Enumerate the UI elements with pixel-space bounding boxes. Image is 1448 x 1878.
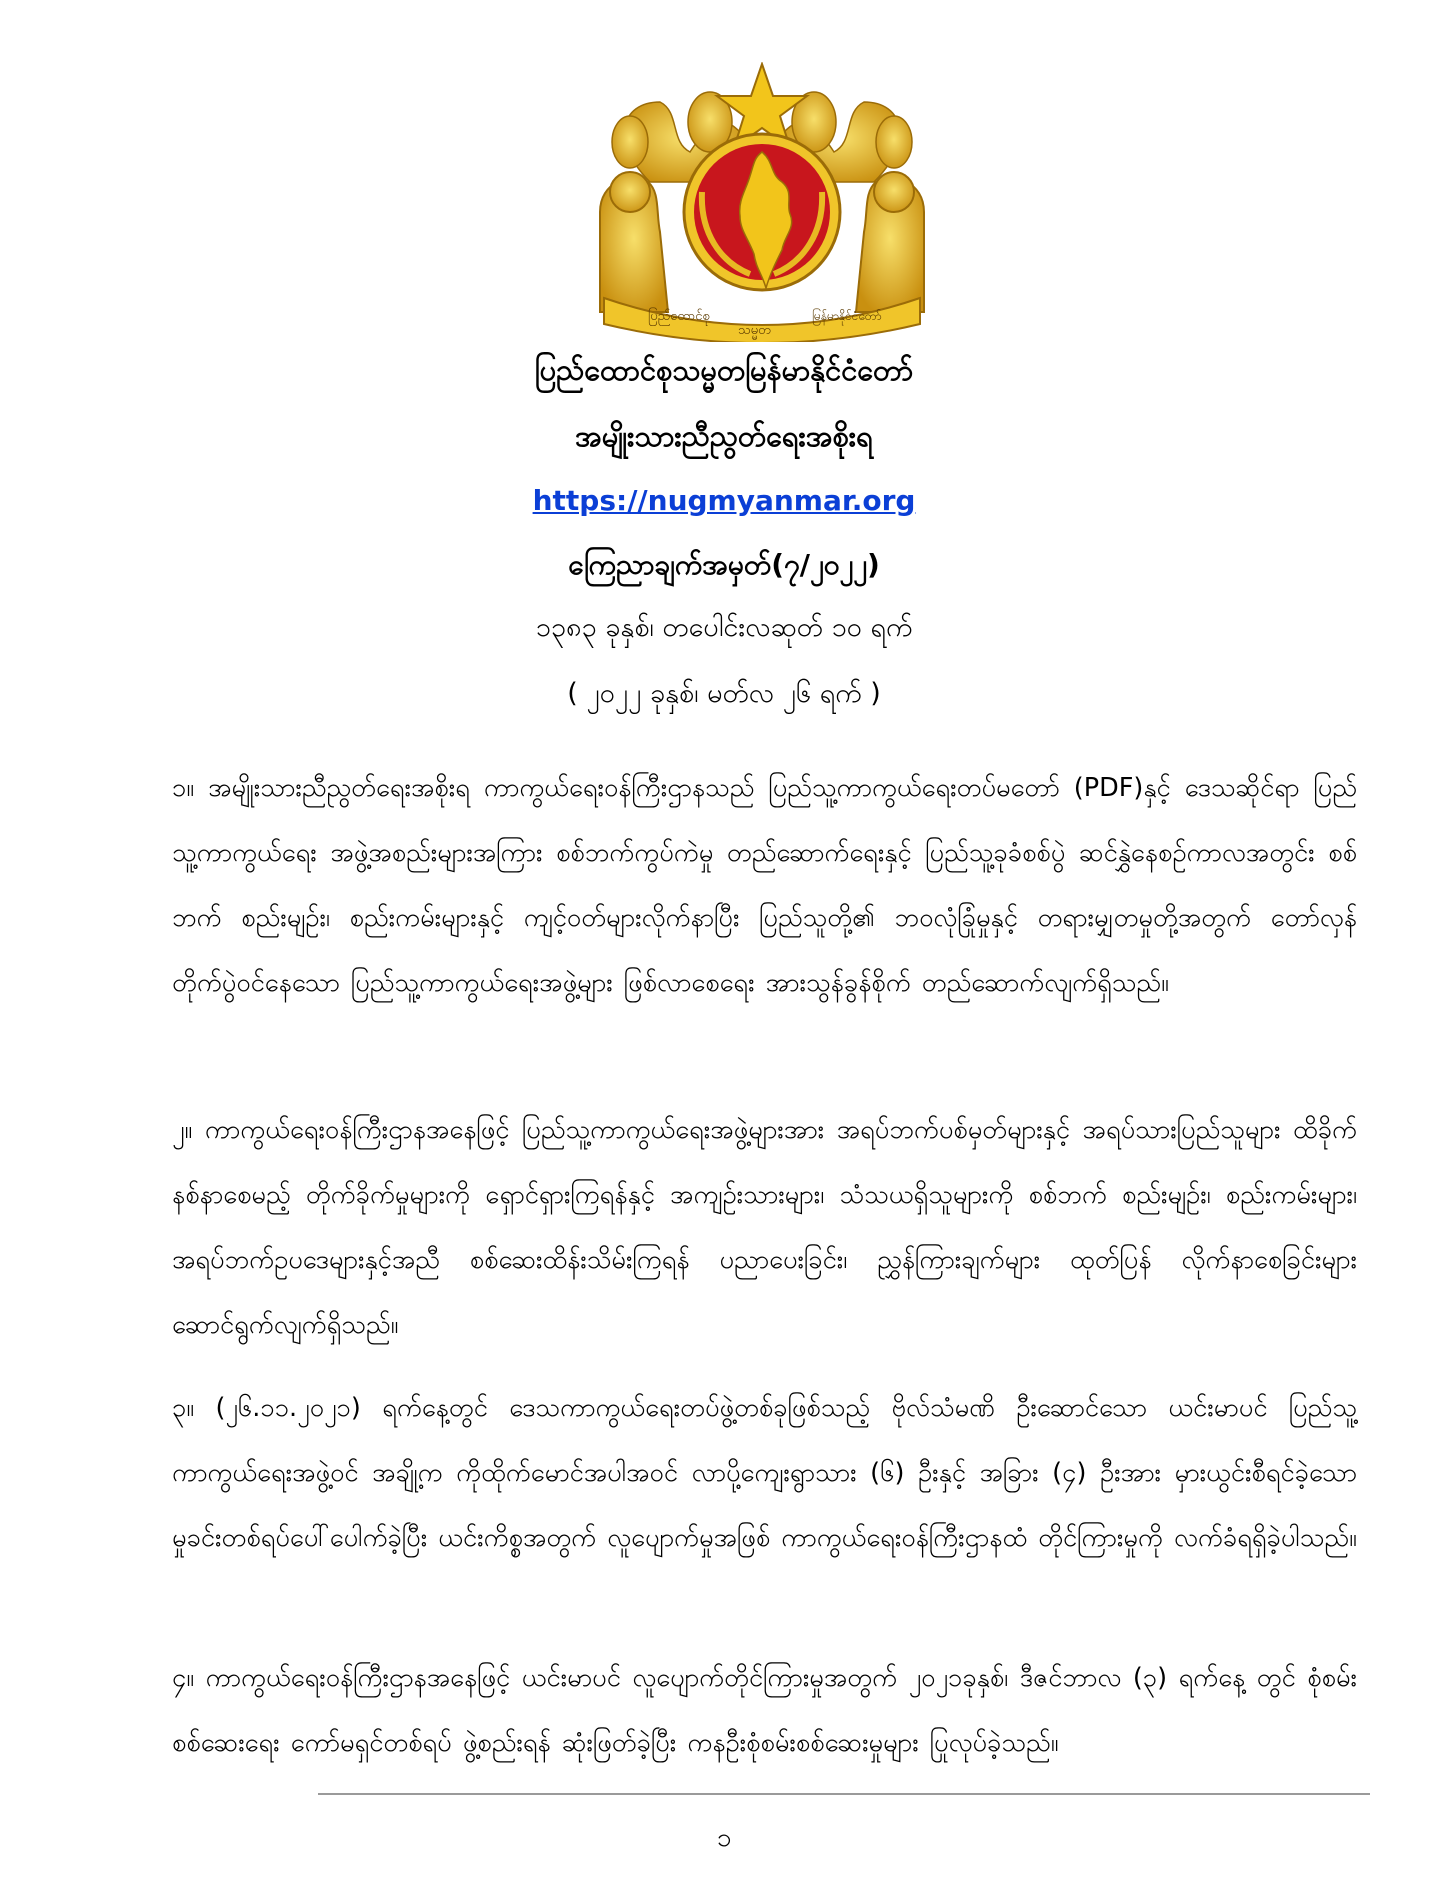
paragraph-2: ၂။ ကာကွယ်ရေးဝန်ကြီးဌာနအနေဖြင့် ပြည်သူ့ကာကွယ်ရေးအဖွဲ့များအား အရပ်ဘက်ပစ်မှတ်များနှင့် အရပ်သားပြည်သူများ ထိခိုက်နစ်နာစေမည့် တိုက်ခိုက်မှုများကို ရှောင်ရှားကြရန်နှင့် အကျဉ်းသားများ၊ သံသယရှိသူများကို စစ်ဘက် စည်းမျဉ်း၊ စည်းကမ်းများ၊ အရပ်ဘက်ဥပဒေများနှင့်အညီ စစ်ဆေးထိန်းသိမ်းကြရန် ပညာပေးခြင်း၊ ညွှန်ကြားချက်များ ထုတ်ပြန် လိုက်နာစေခြင်းများ ဆောင်ရွက်လျက်ရှိသည်။ [172,1115,1357,1340]
paragraph-4: ၄။ ကာကွယ်ရေးဝန်ကြီးဌာနအနေဖြင့် ယင်းမာပင် လူပျောက်တိုင်ကြားမှုအတွက် ၂၀၂၁ခုနှစ်၊ ဒီဇင်ဘာလ (၃) ရက်နေ့ တွင် စုံစမ်းစစ်ဆေးရေး ကော်မရှင်တစ်ရပ် ဖွဲ့စည်းရန် ဆုံးဖြတ်ခဲ့ပြီး ကနဦးစုံစမ်းစစ်ဆေးမှုများ ပြုလုပ်ခဲ့သည်။ [172,1663,1357,1758]
paragraph-1: ၁။ အမျိုးသားညီညွတ်ရေးအစိုးရ ကာကွယ်ရေးဝန်ကြီးဌာနသည် ပြည်သူ့ကာကွယ်ရေးတပ်မတော် (PDF)နှင့် ဒေသဆိုင်ရာ ပြည်သူ့ကာကွယ်ရေး အဖွဲ့အစည်းများအကြား စစ်ဘက်ကွပ်ကဲမှု တည်ဆောက်ရေးနှင့် ပြည်သူ့ခုခံစစ်ပွဲ ဆင်နွှဲနေစဉ်ကာလအတွင်း စစ်ဘက် စည်းမျဉ်း၊ စည်းကမ်းများနှင့် ကျင့်ဝတ်များလိုက်နာပြီး ပြည်သူတို့၏ ဘဝလုံခြုံမှုနှင့် တရားမျှတမှုတို့အတွက် တော်လှန် တိုက်ပွဲဝင်နေသော ပြည်သူ့ကာကွယ်ရေးအဖွဲ့များ ဖြစ်လာစေရေး အားသွန်ခွန်စိုက် တည်ဆောက်လျက်ရှိသည်။ [172,773,1357,998]
country-title: ပြည်ထောင်စုသမ္မတမြန်မာနိုင်ငံတော် [534,353,914,387]
notice-number: ကြေညာချက်အမှတ်(၇/၂၀၂၂) [568,548,880,581]
date-gregorian: ( ၂၀၂၂ ခုနှစ်၊ မတ်လ ၂၆ ရက် ) [567,678,881,709]
state-seal-emblem-icon [590,62,934,342]
emblem-right-text: မြန်မာနိုင်ငံတော် [812,309,882,323]
page-number: ၁ [716,1823,732,1853]
emblem-left-text: ပြည်ထောင်စု [648,309,710,324]
footer-divider [318,1793,1370,1795]
paragraph-3: ၃။ (၂၆.၁၁.၂၀၂၁) ရက်နေ့တွင် ဒေသကာကွယ်ရေးတပ်ဖွဲ့တစ်ခုဖြစ်သည့် ဗိုလ်သံမဏိ ဦးဆောင်သော ယင်းမာပင် ပြည်သူ့ကာကွယ်ရေးအဖွဲ့ဝင် အချို့က ကိုထိုက်မောင်အပါအဝင် လာပို့ကျေးရွာသား (၆) ဦးနှင့် အခြား (၄) ဦးအား မှားယွင်းစီရင်ခဲ့သော မှုခင်းတစ်ရပ်ပေါ်ပေါက်ခဲ့ပြီး ယင်းကိစ္စအတွက် လူပျောက်မှုအဖြစ် ကာကွယ်ရေးဝန်ကြီးဌာနထံ တိုင်ကြားမှုကို လက်ခံရရှိခဲ့ပါသည်။ [172,1393,1357,1553]
emblem-center-text: သမ္မတ [738,323,771,338]
date-myanmar: ၁၃၈၃ ခုနှစ်၊ တပေါင်းလဆုတ် ၁၀ ရက် [535,612,913,643]
website-link[interactable]: https://nugmyanmar.org [532,484,916,517]
government-title: အမျိုးသားညီညွတ်ရေးအစိုးရ [575,419,873,453]
